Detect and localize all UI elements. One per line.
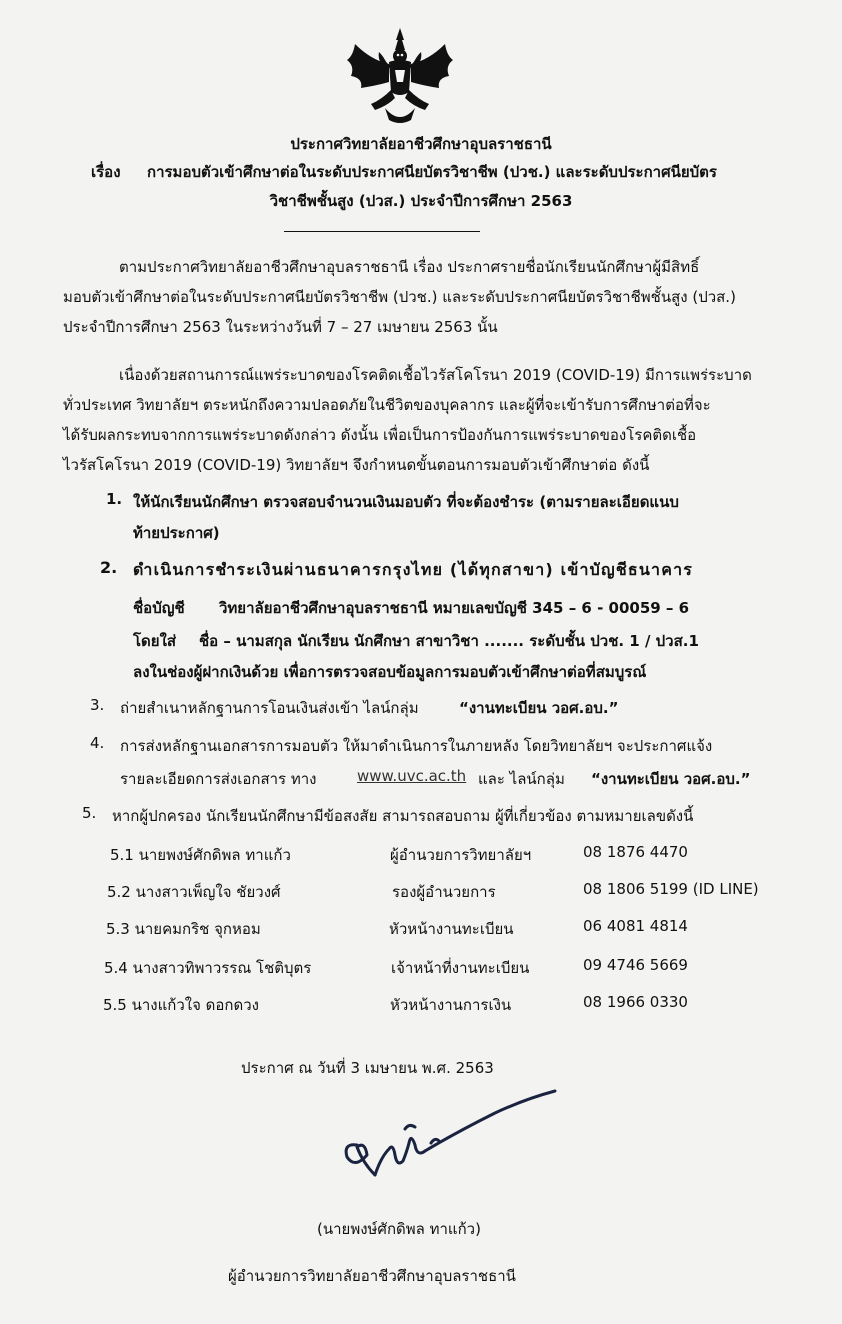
contact-phone: 06 4081 4814 (583, 917, 688, 935)
depositor-detail: ชื่อ – นามสกุล นักเรียน นักศึกษา สาขาวิชา ....... ระดับชั้น ปวช. 1 / ปวส.1 (199, 632, 699, 650)
covid-line-1: เนื่องด้วยสถานการณ์แพร่ระบาดของโรคติดเชื้อไวรัสโคโรนา 2019 (COVID-19) มีการแพร่ระบาด (119, 366, 752, 384)
depositor-label: โดยใส่ (133, 632, 177, 650)
step-1-line-2: ท้ายประกาศ) (133, 524, 220, 542)
garuda-emblem-icon (341, 26, 459, 128)
contact-name: 5.3 นายคมกริช จุกหอม (106, 920, 261, 938)
covid-line-3: ได้รับผลกระทบจากการแพร่ระบาดดังกล่าว ดังนั้น เพื่อเป็นการป้องกันการแพร่ระบาดของโรคติดเชื้อ (63, 426, 697, 444)
line-group-name-2: “งานทะเบียน วอศ.อบ.” (591, 770, 751, 788)
step-1-line-1: ให้นักเรียนนักศึกษา ตรวจสอบจำนวนเงินมอบตัว ที่จะต้องชำระ (ตามรายละเอียดแนบ (133, 493, 679, 511)
contact-phone: 09 4746 5669 (583, 956, 688, 974)
step-5-number: 5. (82, 804, 97, 822)
account-name-label: ชื่อบัญชี (133, 599, 185, 617)
step-2-number: 2. (100, 558, 118, 577)
intro-line-1: ตามประกาศวิทยาลัยอาชีวศึกษาอุบลราชธานี เรื่อง ประกาศรายชื่อนักเรียนนักศึกษาผู้มีสิทธิ์ (119, 258, 700, 276)
announcement-title: ประกาศวิทยาลัยอาชีวศึกษาอุบลราชธานี (290, 135, 552, 153)
announcement-date: ประกาศ ณ วันที่ 3 เมษายน พ.ศ. 2563 (241, 1059, 494, 1077)
contact-name: 5.2 นางสาวเพ็ญใจ ชัยวงศ์ (107, 883, 281, 901)
contact-phone: 08 1876 4470 (583, 843, 688, 861)
step-4-line-2-prefix: รายละเอียดการส่งเอกสาร ทาง (120, 770, 317, 788)
step-4-line-2-mid: และ ไลน์กลุ่ม (478, 770, 565, 788)
covid-line-2: ทั่วประเทศ วิทยาลัยฯ ตระหนักถึงความปลอดภัยในชีวิตของบุคลากร และผู้ที่จะเข้ารับการศึกษาต่อที่จะ (63, 396, 711, 414)
step-2-line-1: ดำเนินการชำระเงินผ่านธนาคารกรุงไทย (ได้ทุกสาขา) เข้าบัญชีธนาคาร (133, 560, 694, 579)
contact-name: 5.5 นางแก้วใจ ดอกดวง (103, 996, 259, 1014)
signer-title: ผู้อำนวยการวิทยาลัยอาชีวศึกษาอุบลราชธานี (228, 1267, 516, 1285)
step-2-line-4: ลงในช่องผู้ฝากเงินด้วย เพื่อการตรวจสอบข้อมูลการมอบตัวเข้าศึกษาต่อที่สมบูรณ์ (133, 663, 647, 681)
subject-label: เรื่อง (91, 163, 121, 181)
website-link[interactable]: www.uvc.ac.th (357, 767, 467, 785)
contact-position: หัวหน้างานทะเบียน (389, 920, 514, 938)
contact-phone: 08 1966 0330 (583, 993, 688, 1011)
subject-line-2: วิชาชีพชั้นสูง (ปวส.) ประจำปีการศึกษา 2563 (269, 192, 573, 210)
contact-position: เจ้าหน้าที่งานทะเบียน (391, 959, 530, 977)
line-group-name: “งานทะเบียน วอศ.อบ.” (459, 699, 619, 717)
contact-name: 5.4 นางสาวทิพาวรรณ โชติบุตร (104, 959, 312, 977)
intro-line-2: มอบตัวเข้าศึกษาต่อในระดับประกาศนียบัตรวิชาชีพ (ปวช.) และระดับประกาศนียบัตรวิชาชีพชั้นสูง (ปวส.) (63, 288, 736, 306)
step-4-line-1: การส่งหลักฐานเอกสารการมอบตัว ให้มาดำเนินการในภายหลัง โดยวิทยาลัยฯ จะประกาศแจ้ง (120, 737, 713, 755)
step-5-text: หากผู้ปกครอง นักเรียนนักศึกษามีข้อสงสัย สามารถสอบถาม ผู้ที่เกี่ยวข้อง ตามหมายเลขดังนี้ (112, 807, 694, 825)
intro-line-3: ประจำปีการศึกษา 2563 ในระหว่างวันที่ 7 – 27 เมษายน 2563 นั้น (63, 318, 498, 336)
step-4-number: 4. (90, 734, 105, 752)
signer-name: (นายพงษ์ศักดิพล ทาแก้ว) (317, 1220, 481, 1238)
subject-line-1: การมอบตัวเข้าศึกษาต่อในระดับประกาศนียบัตรวิชาชีพ (ปวช.) และระดับประกาศนียบัตร (147, 163, 717, 181)
step-3-number: 3. (90, 696, 105, 714)
director-signature (335, 1085, 565, 1195)
account-detail: วิทยาลัยอาชีวศึกษาอุบลราชธานี หมายเลขบัญชี 345 – 6 - 00059 – 6 (219, 599, 690, 617)
step-3-text: ถ่ายสำเนาหลักฐานการโอนเงินส่งเข้า ไลน์กลุ่ม (120, 699, 419, 717)
covid-line-4: ไวรัสโคโรนา 2019 (COVID-19) วิทยาลัยฯ จึงกำหนดขั้นตอนการมอบตัวเข้าศึกษาต่อ ดังนี้ (63, 456, 650, 474)
step-1-number: 1. (106, 490, 123, 508)
contact-position: ผู้อำนวยการวิทยาลัยฯ (390, 846, 532, 864)
header-divider (284, 231, 480, 232)
contact-phone: 08 1806 5199 (ID LINE) (583, 880, 759, 898)
contact-position: รองผู้อำนวยการ (392, 883, 496, 901)
contact-position: หัวหน้างานการเงิน (390, 996, 512, 1014)
contact-name: 5.1 นายพงษ์ศักดิพล ทาแก้ว (110, 846, 291, 864)
